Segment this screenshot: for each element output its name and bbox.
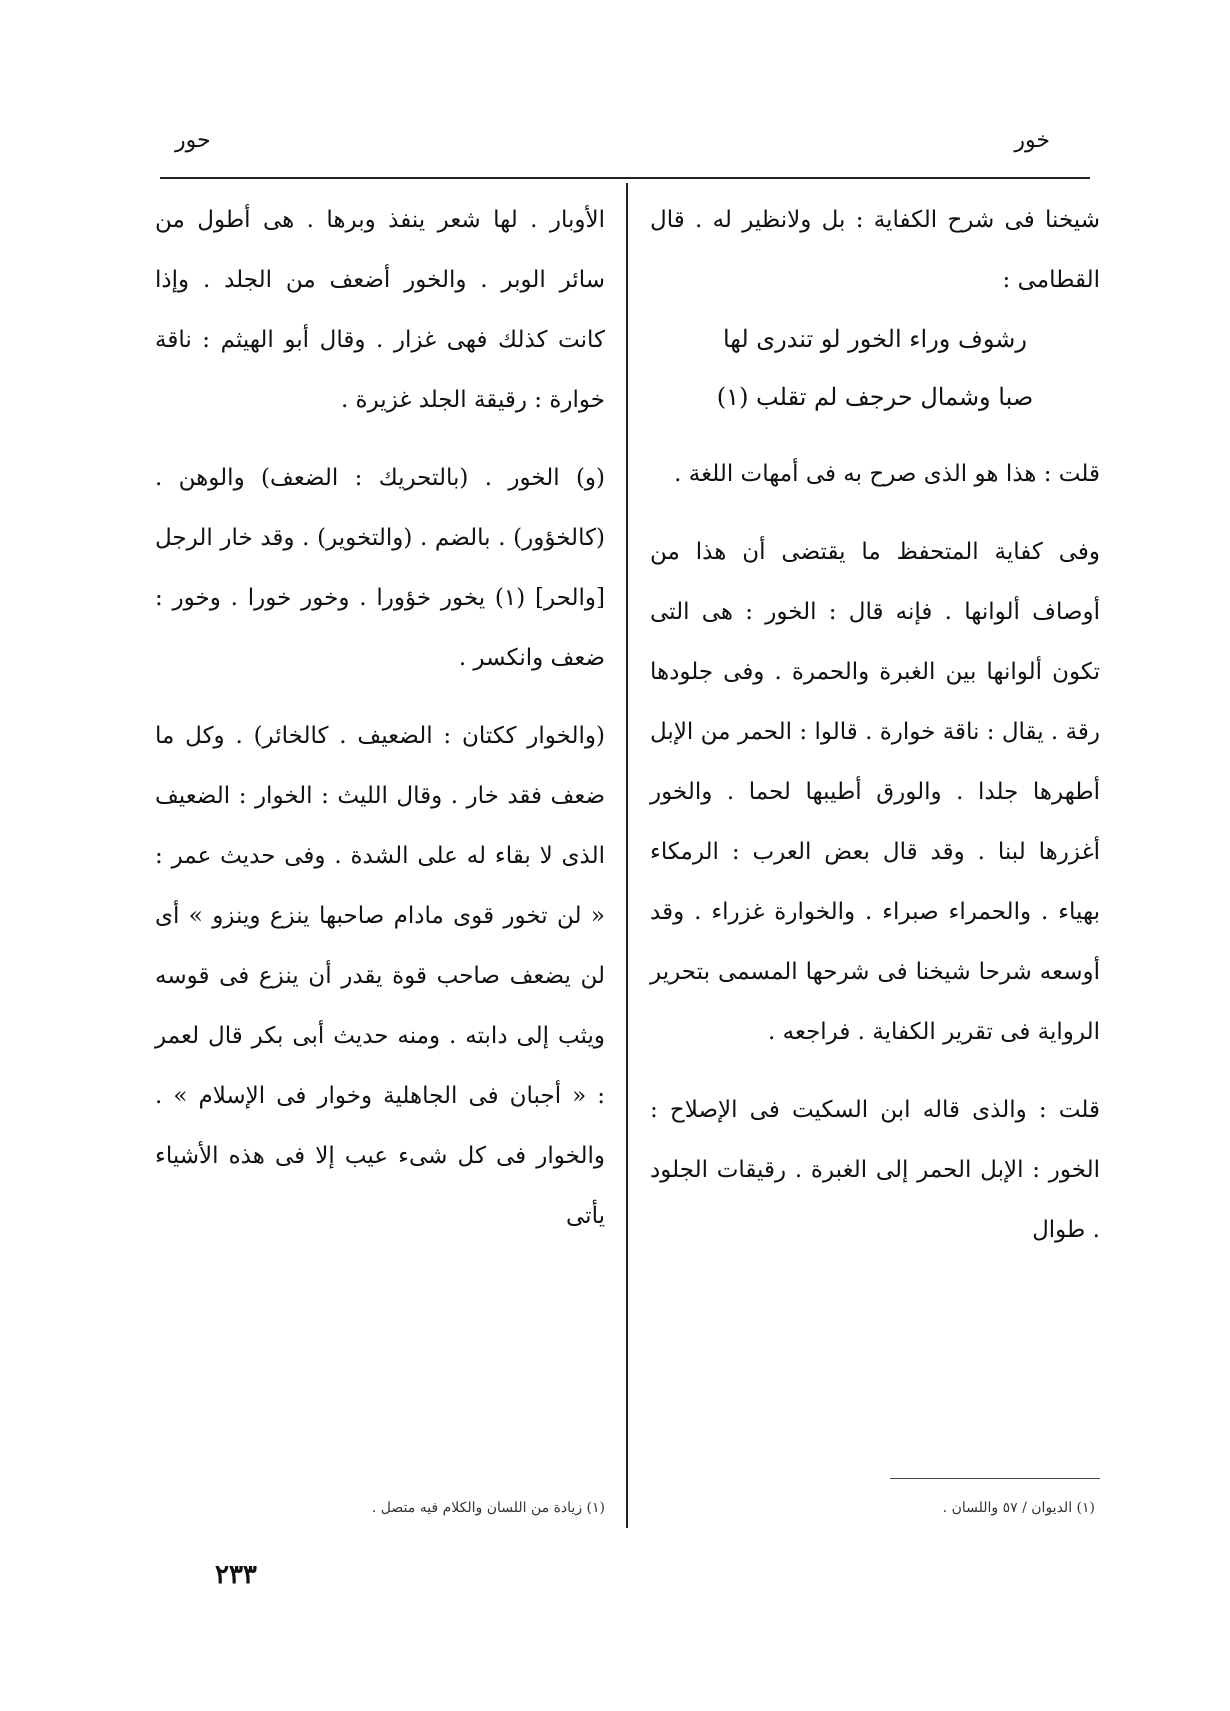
running-head-right: خور (1014, 128, 1050, 153)
right-column (650, 190, 1100, 1260)
verse-line-2: صبا وشمال حرجف لم تقلب (١) (716, 383, 1034, 411)
header-rule (160, 177, 1090, 179)
footnote-rule (890, 1478, 1100, 1479)
left-paragraph-3: (والخوار ككتان : الضعيف . كالخائر) . وكل ما ضعف فقد خار . وقال الليث : الخوار : الضعيف الذى لا بقاء له على الشدة . وفى حديث عمر : « لن تخور قوى مادام صاحبها ينزع وينزو » أى لن يضعف صاحب قوة يقدر أن ينزع فى قوسه ويثب إلى دابته . ومنه حديث أبى بكر قال لعمر : « أجبان فى الجاهلية وخوار فى الإسلام » . والخوار فى كل شىء عيب إلا فى هذه الأشياء يأتى (155, 723, 605, 1229)
right-paragraph-4: قلت : والذى قاله ابن السكيت فى الإصلاح : الخور : الإبل الحمر إلى الغبرة . رقيقات الجلود . طوال (650, 1097, 1100, 1243)
verse-line-1: رشوف وراء الخور لو تندرى لها (722, 325, 1027, 353)
right-paragraph-2: قلت : هذا هو الذى صرح به فى أمهات اللغة . (674, 461, 1100, 487)
footnote-right: (١) الديوان / ٥٧ واللسان . (942, 1500, 1095, 1516)
page-number: ٢٣٣ (215, 1560, 257, 1590)
left-column (155, 190, 605, 1246)
right-paragraph-1: شيخنا فى شرح الكفاية : بل ولانظير له . قال القطامى : (650, 207, 1100, 293)
running-head-left: حور (175, 128, 211, 153)
left-paragraph-1: الأوبار . لها شعر ينفذ وبرها . هى أطول من سائر الوبر . والخور أضعف من الجلد . وإذا كانت كذلك فهى غزار . وقال أبو الهيثم : ناقة خوارة : رقيقة الجلد غزيرة . (155, 207, 605, 413)
column-divider (626, 183, 628, 1528)
right-paragraph-3: وفى كفاية المتحفظ ما يقتضى أن هذا من أوصاف ألوانها . فإنه قال : الخور : هى التى تكون ألوانها بين الغبرة والحمرة . وفى جلودها رقة . يقال : ناقة خوارة . قالوا : الحمر من الإبل أطهرها جلدا . والورق أطيبها لحما . والخور أغزرها لبنا . وقد قال بعض العرب : الرمكاء بهياء . والحمراء صبراء . والخوارة غزراء . وقد أوسعه شرحا شيخنا فى شرحها المسمى بتحرير الرواية فى تقرير الكفاية . فراجعه . (650, 539, 1100, 1045)
footnote-left: (١) زيادة من اللسان والكلام فيه متصل . (371, 1500, 605, 1516)
left-paragraph-2: (و) الخور . (بالتحريك : الضعف) والوهن . (كالخؤور) . بالضم . (والتخوير) . وقد خار الرجل [والحر] (١) يخور خؤورا . وخور خورا . وخور : ضعف وانكسر . (155, 465, 605, 671)
